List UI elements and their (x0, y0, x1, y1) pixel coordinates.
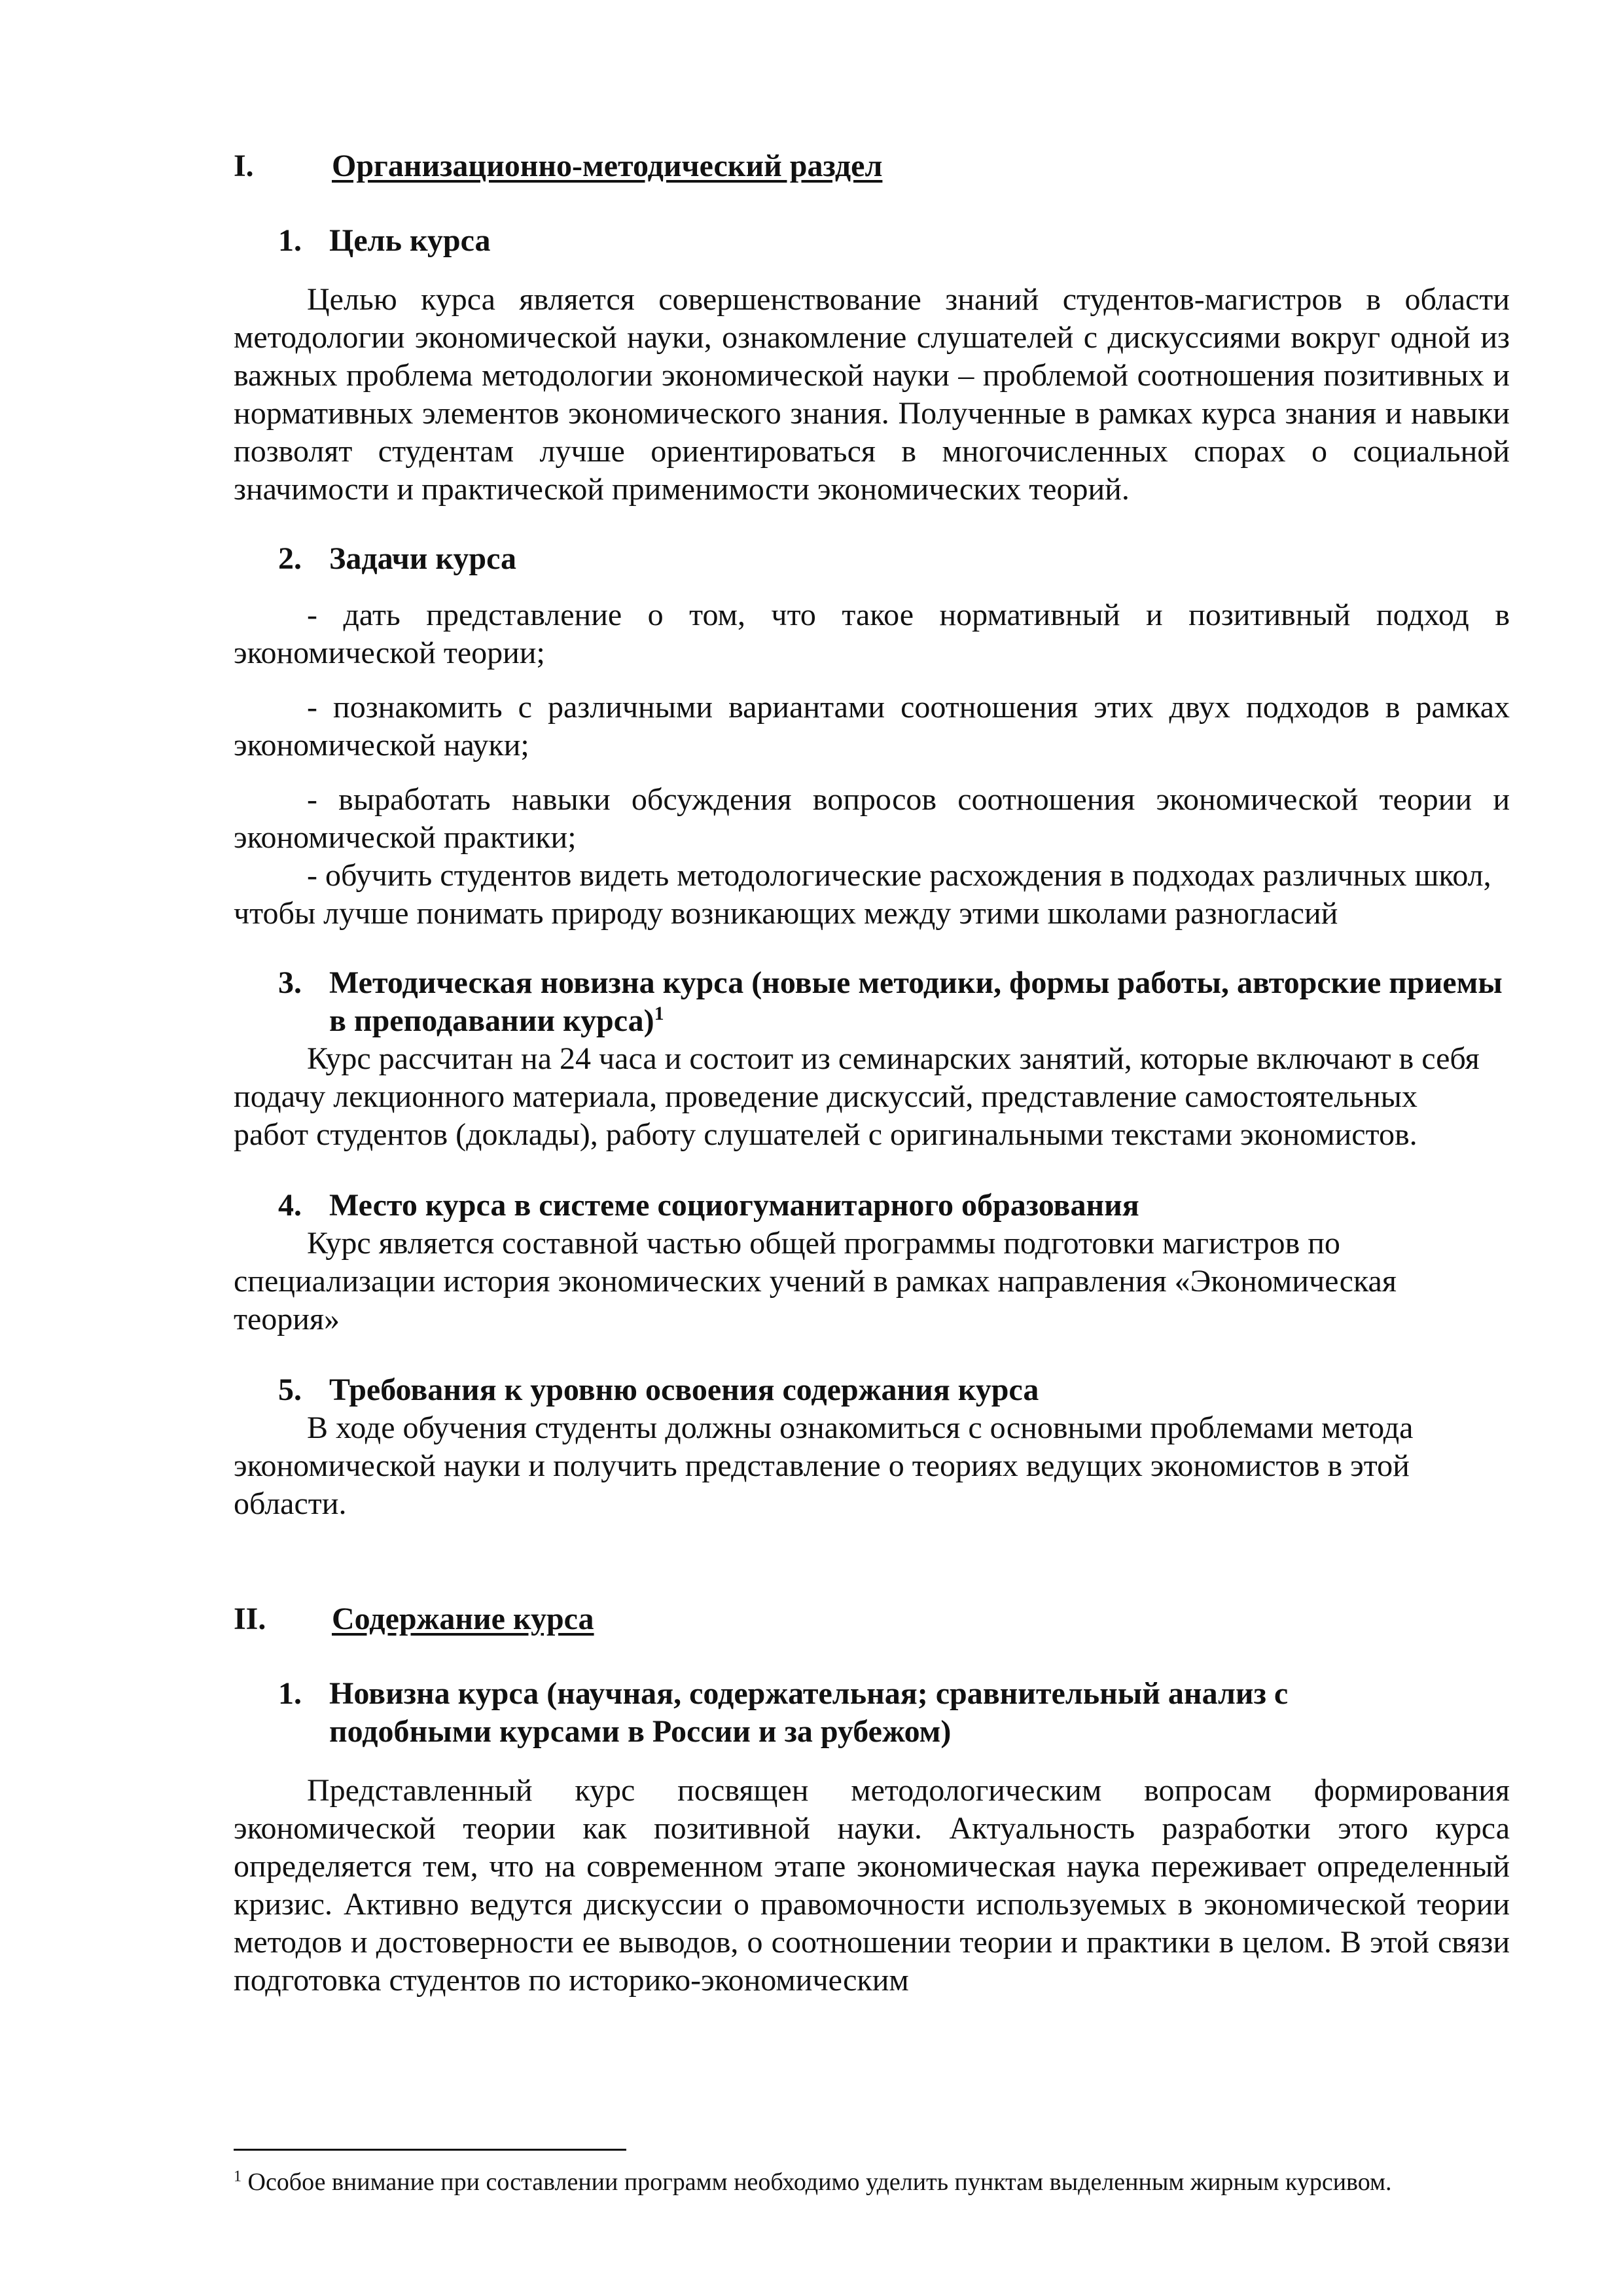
document-page (234, 147, 1510, 2000)
footnote-reference[interactable]: 1 (654, 1003, 664, 1024)
footnote-text: Особое внимание при составлении программ необходимо уделить пунктам выделенным жирным курсивом. (247, 2168, 1392, 2196)
subheading-number: 1. (278, 1676, 302, 1711)
subheading-number: 4. (278, 1188, 302, 1223)
task-item: - дать представление о том, что такое нормативный и позитивный подход в экономической теории; (234, 598, 1510, 670)
subheading-tasks (234, 540, 1510, 578)
subheading-title (329, 964, 1510, 1040)
footnote-divider (234, 2149, 626, 2151)
subheading-goal (234, 222, 1510, 260)
subheading-title: Требования к уровню освоения содержания курса (329, 1372, 1039, 1407)
subheading-method-novelty (234, 964, 1510, 1040)
section-number: II. (234, 1602, 266, 1636)
subheading-number: 2. (278, 541, 302, 576)
requirements-paragraph: В ходе обучения студенты должны ознакомиться с основными проблемами метода экономической науки и получить представление о теориях ведущих экономистов в этой области. (234, 1410, 1414, 1521)
subheading-title: Цель курса (329, 223, 491, 258)
subheading-place (234, 1187, 1510, 1225)
section-number: I. (234, 149, 254, 183)
task-item: - выработать навыки обсуждения вопросов соотношения экономической теории и экономической практики; (234, 782, 1510, 855)
footnote-mark: 1 (234, 2168, 241, 2185)
subheading-title: Новизна курса (научная, содержательная; сравнительный анализ с подобными курсами в России и за рубежом) (329, 1676, 1289, 1749)
place-paragraph: Курс является составной частью общей программы подготовки магистров по специализации история экономических учений в рамках направления «Экономическая теория» (234, 1226, 1397, 1336)
footnote (234, 2166, 1529, 2198)
task-item: - познакомить с различными вариантами соотношения этих двух подходов в рамках экономической науки; (234, 690, 1510, 762)
method-novelty-paragraph: Курс рассчитан на 24 часа и состоит из семинарских занятий, которые включают в себя подачу лекционного материала, проведение дискуссий, представление самостоятельных работ студентов (доклады), работу слушателей с оригинальными текстами экономистов. (234, 1041, 1480, 1152)
subheading-number: 1. (278, 223, 302, 258)
subheading-title: Задачи курса (329, 541, 516, 576)
section-title: Содержание курса (332, 1602, 594, 1636)
subheading-title-text: Методическая новизна курса (новые методики, формы работы, авторские приемы в преподавании курса) (329, 965, 1503, 1038)
subheading-number: 5. (278, 1372, 302, 1407)
subheading-title: Место курса в системе социогуманитарного образования (329, 1188, 1139, 1223)
task-item: - обучить студентов видеть методологические расхождения в подходах различных школ, чтобы лучше понимать природу возникающих между этими школами разногласий (234, 858, 1491, 931)
content-novelty-paragraph: Представленный курс посвящен методологическим вопросам формирования экономической теории как позитивной науки. Актуальность разработки этого курса определяется тем, что на современном этапе экономическая наука переживает определенный кризис. Активно ведутся дискуссии о правомочности используемых в экономической теории методов и достоверности ее выводов, о соотношении теории и практики в целом. В этой связи подготовка студентов по историко-экономическим (234, 1773, 1510, 1998)
section-heading-1 (234, 147, 1510, 185)
subheading-content-novelty (234, 1675, 1510, 1751)
goal-paragraph: Целью курса является совершенствование знаний студентов-магистров в области методологии экономической науки, ознакомление слушателей с дискуссиями вокруг одной из важных проблема методологии экономической науки – проблемой соотношения позитивных и нормативных элементов экономического знания. Полученные в рамках курса знания и навыки позволят студентам лучше ориентироваться в многочисленных спорах о социальной значимости и практической применимости экономических теорий. (234, 282, 1510, 507)
subheading-number: 3. (278, 965, 302, 1000)
section-heading-2 (234, 1600, 1510, 1638)
subheading-requirements (234, 1371, 1510, 1409)
section-title: Организационно-методический раздел (332, 149, 883, 183)
